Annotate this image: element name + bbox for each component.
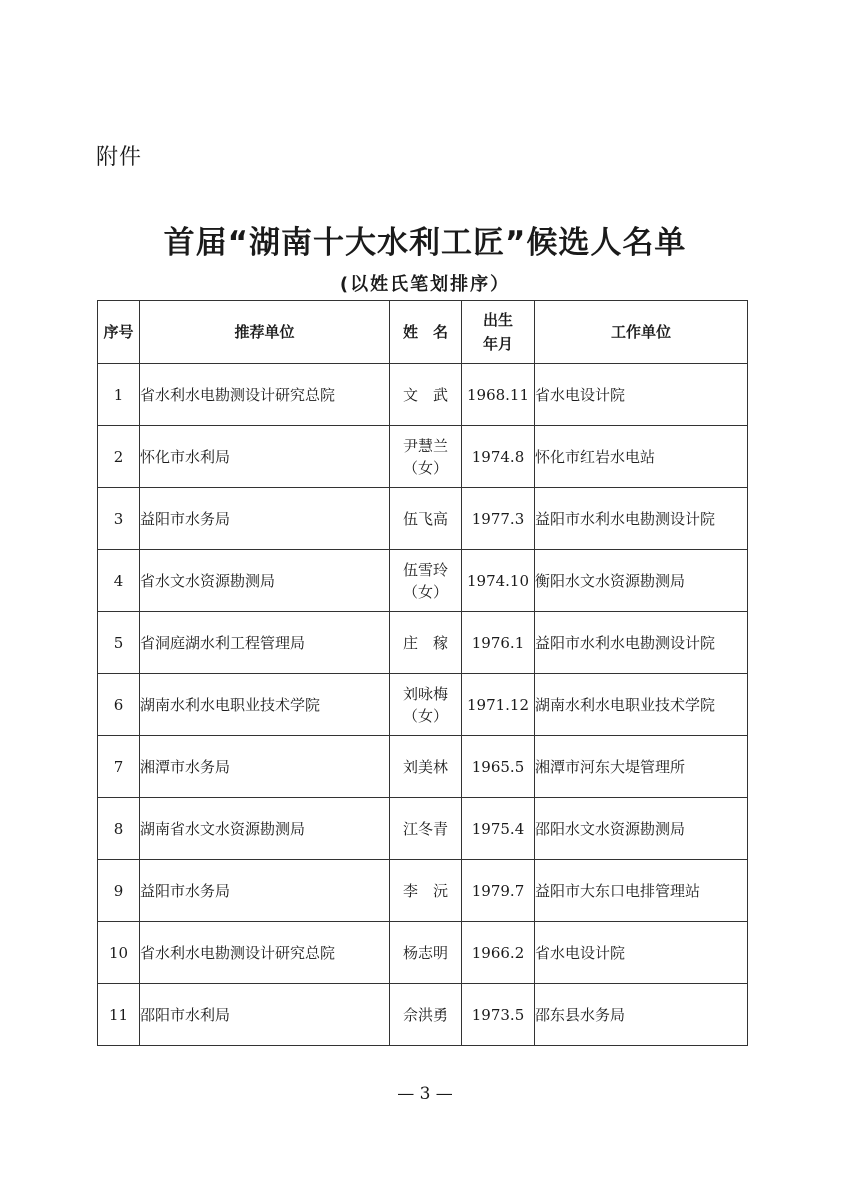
work-unit: 省水电设计院 [535,364,748,426]
recommending-unit: 省水利水电勘测设计研究总院 [140,922,390,984]
birth-date: 1974.10 [462,550,535,612]
birth-date: 1974.8 [462,426,535,488]
table-header-row [98,301,748,364]
header-birth [462,301,535,364]
page-number: — 3 — [397,1084,453,1104]
candidate-name-cell [390,674,462,736]
birth-date: 1971.12 [462,674,535,736]
candidate-gender: （女） [402,582,448,601]
table-row [98,922,748,984]
document-title: 首届“湖南十大水利工匠”候选人名单 [163,225,687,261]
table-row [98,426,748,488]
work-unit: 邵东县水务局 [535,984,748,1046]
row-number: 10 [98,922,140,984]
row-number: 7 [98,736,140,798]
recommending-unit: 省洞庭湖水利工程管理局 [140,612,390,674]
recommending-unit: 益阳市水务局 [140,488,390,550]
recommending-unit: 益阳市水务局 [140,860,390,922]
birth-date: 1975.4 [462,798,535,860]
candidate-name: 文 武 [402,385,448,404]
table-row [98,860,748,922]
work-unit: 益阳市水利水电勘测设计院 [535,612,748,674]
header-name: 姓 名 [390,301,462,364]
recommending-unit: 湘潭市水务局 [140,736,390,798]
table-row [98,984,748,1046]
birth-date: 1965.5 [462,736,535,798]
header-birth-line1: 出生 [482,311,513,329]
table-row [98,550,748,612]
birth-date: 1976.1 [462,612,535,674]
work-unit: 湖南水利水电职业技术学院 [535,674,748,736]
row-number: 4 [98,550,140,612]
candidate-name-cell [390,612,462,674]
candidate-name-cell [390,860,462,922]
work-unit: 益阳市大东口电排管理站 [535,860,748,922]
candidate-name: 庄 稼 [402,633,448,652]
candidate-gender: （女） [402,706,448,725]
row-number: 8 [98,798,140,860]
candidate-name: 杨志明 [402,943,448,962]
candidate-name-cell [390,364,462,426]
table-body [98,364,748,1046]
work-unit: 湘潭市河东大堤管理所 [535,736,748,798]
recommending-unit: 邵阳市水利局 [140,984,390,1046]
candidate-table [97,300,748,1046]
row-number: 5 [98,612,140,674]
header-birth-line2: 年月 [482,335,513,353]
attachment-label: 附件 [96,145,143,170]
candidate-name: 李 沅 [402,881,448,900]
header-unit: 推荐单位 [140,301,390,364]
header-no: 序号 [98,301,140,364]
row-number: 1 [98,364,140,426]
header-work: 工作单位 [535,301,748,364]
birth-date: 1973.5 [462,984,535,1046]
row-number: 2 [98,426,140,488]
candidate-name: 尹慧兰 [402,436,448,455]
candidate-name: 江冬青 [402,819,448,838]
table-row [98,488,748,550]
candidate-name-cell [390,736,462,798]
table-row [98,674,748,736]
candidate-name-cell [390,798,462,860]
candidate-gender: （女） [402,458,448,477]
candidate-name: 伍飞高 [402,509,448,528]
table-row [98,736,748,798]
table-row [98,364,748,426]
candidate-name-cell [390,426,462,488]
work-unit: 益阳市水利水电勘测设计院 [535,488,748,550]
row-number: 6 [98,674,140,736]
candidate-name: 佘洪勇 [402,1005,448,1024]
work-unit: 怀化市红岩水电站 [535,426,748,488]
recommending-unit: 怀化市水利局 [140,426,390,488]
work-unit: 邵阳水文水资源勘测局 [535,798,748,860]
candidate-name-cell [390,922,462,984]
candidate-name-cell [390,550,462,612]
document-subtitle: (以姓氏笔划排序） [339,274,511,295]
row-number: 3 [98,488,140,550]
recommending-unit: 省水利水电勘测设计研究总院 [140,364,390,426]
table-row [98,798,748,860]
birth-date: 1979.7 [462,860,535,922]
row-number: 9 [98,860,140,922]
work-unit: 省水电设计院 [535,922,748,984]
row-number: 11 [98,984,140,1046]
candidate-name-cell [390,488,462,550]
recommending-unit: 省水文水资源勘测局 [140,550,390,612]
birth-date: 1977.3 [462,488,535,550]
candidate-name: 伍雪玲 [402,560,448,579]
table-row [98,612,748,674]
birth-date: 1966.2 [462,922,535,984]
candidate-name: 刘美林 [402,757,448,776]
work-unit: 衡阳水文水资源勘测局 [535,550,748,612]
recommending-unit: 湖南水利水电职业技术学院 [140,674,390,736]
candidate-name: 刘咏梅 [402,684,448,703]
recommending-unit: 湖南省水文水资源勘测局 [140,798,390,860]
candidate-name-cell [390,984,462,1046]
birth-date: 1968.11 [462,364,535,426]
